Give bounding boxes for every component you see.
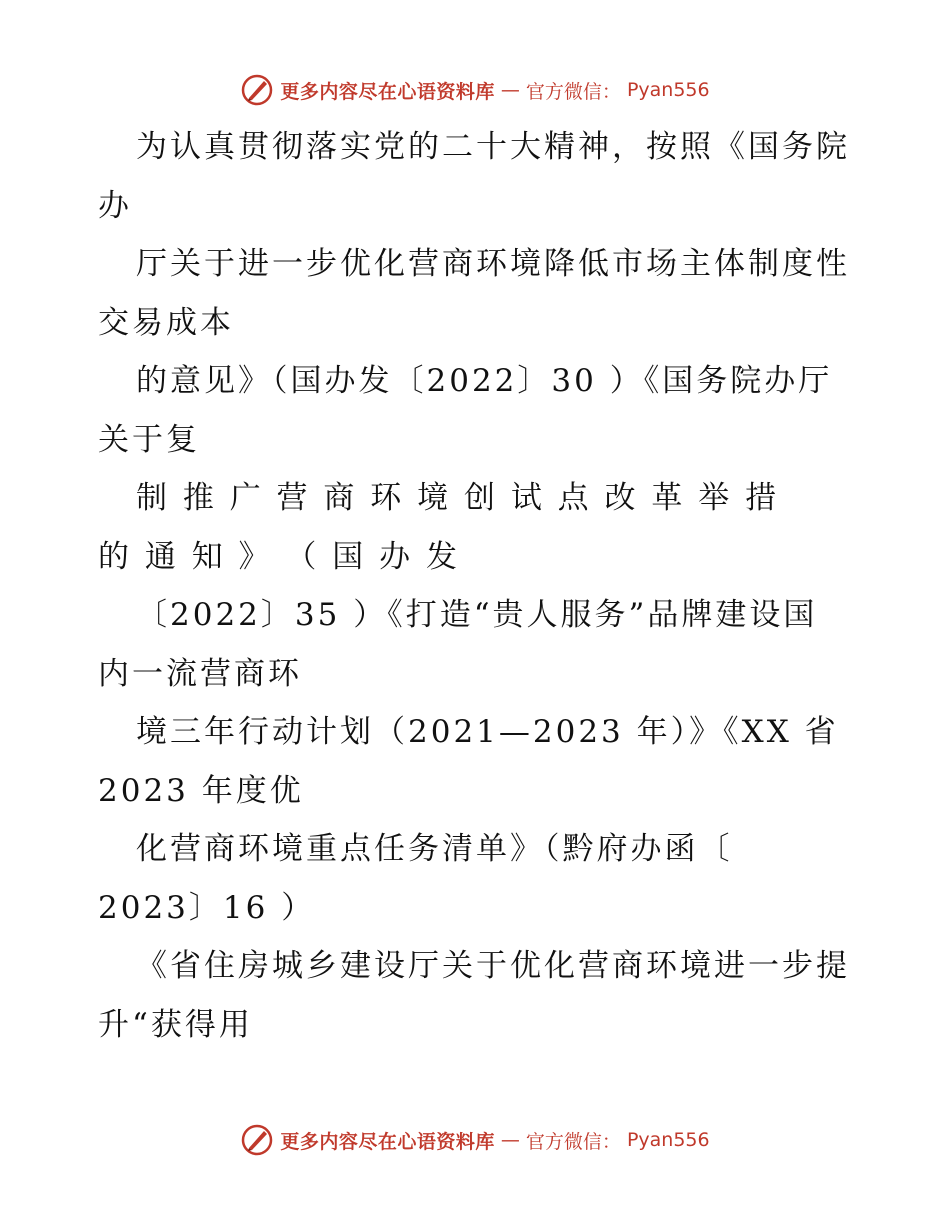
- banner-brand: 更多内容尽在心语资料库: [280, 80, 495, 103]
- text-line: 的 通 知 》 （ 国 办 发: [98, 538, 460, 575]
- text-line: 办: [98, 187, 132, 224]
- text-line: 交易成本: [98, 304, 234, 341]
- text-line: 境三年行动计划（2021—2023 年）》《XX 省: [136, 714, 839, 750]
- text-line: 为认真贯彻落实党的二十大精神，按照《国务院: [136, 129, 850, 165]
- text-line: 2023〕16 ）: [98, 889, 316, 926]
- banner-separator: —: [500, 1129, 520, 1151]
- banner-handle: Pyan556: [626, 1129, 710, 1151]
- text-line: 的意见》（国办发〔2022〕30 ）《国务院办厅: [136, 363, 833, 399]
- banner-handle: Pyan556: [626, 79, 710, 101]
- document-body: [98, 118, 858, 1054]
- quill-pen-logo-icon: [240, 1123, 274, 1157]
- footer-banner: [0, 1120, 950, 1160]
- text-line: 制 推 广 营 商 环 境 创 试 点 改 革 举 措: [136, 480, 780, 516]
- text-line: 关于复: [98, 421, 200, 458]
- text-line: 《省住房城乡建设厅关于优化营商环境进一步提: [136, 948, 850, 984]
- text-line: 〔2022〕35 ）《打造“贵人服务”品牌建设国: [136, 597, 818, 633]
- banner-contact-label: 官方微信：: [525, 1130, 621, 1153]
- quill-pen-logo-icon: [240, 73, 274, 107]
- text-line: 厅关于进一步优化营商环境降低市场主体制度性: [136, 246, 850, 282]
- text-line: 升“获得用: [98, 1006, 253, 1043]
- text-line: 化营商环境重点任务清单》（黔府办函〔: [136, 831, 733, 867]
- header-banner: [0, 70, 950, 110]
- text-line: 内一流营商环: [98, 655, 302, 692]
- banner-brand: 更多内容尽在心语资料库: [280, 1130, 495, 1153]
- banner-contact-label: 官方微信：: [525, 80, 621, 103]
- banner-separator: —: [500, 79, 520, 101]
- text-line: 2023 年度优: [98, 772, 304, 809]
